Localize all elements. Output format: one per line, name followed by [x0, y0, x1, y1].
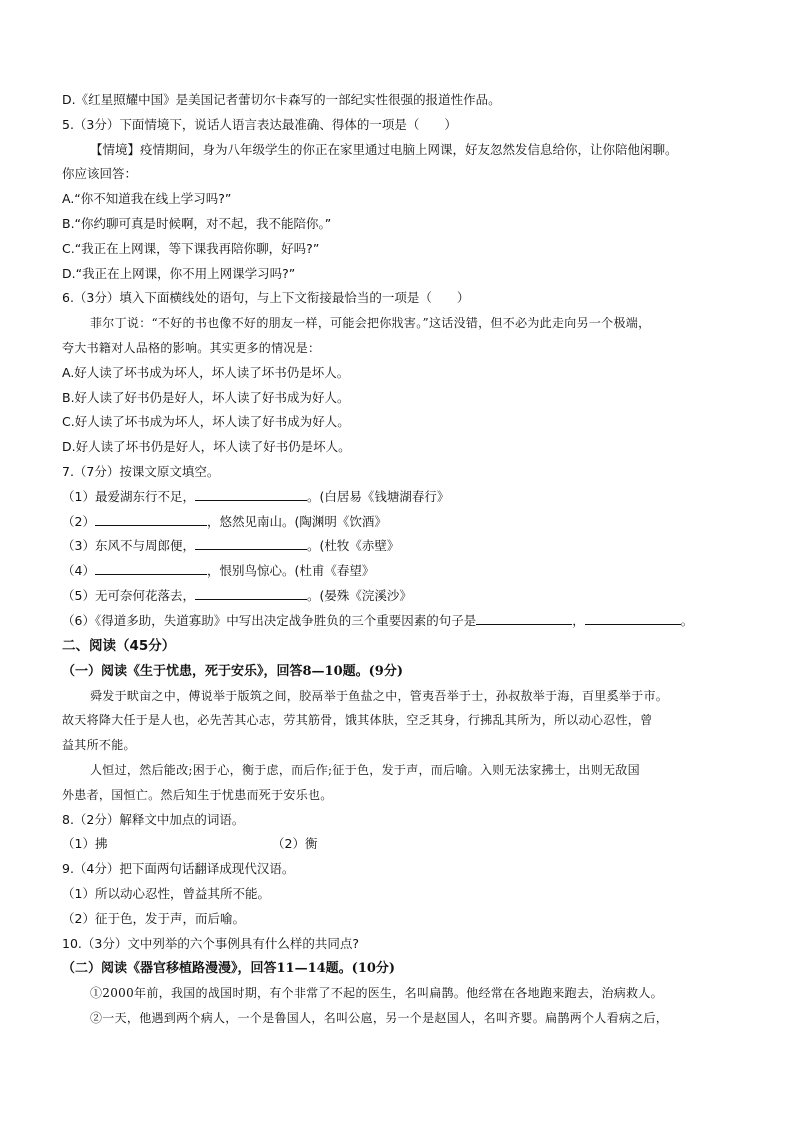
section-2-title: 二、阅读（45分）: [62, 637, 176, 654]
passage-1-line-1: 舜发于畎亩之中，傅说举于版筑之间，胶鬲举于鱼盐之中，管夷吾举于士，孙叔敖举于海，百里奚举于市。: [90, 688, 669, 703]
q7-6-period: 。: [680, 612, 694, 628]
q7-6-text: （6）《得道多助，失道寡助》中写出决定战争胜负的三个重要因素的句子是: [62, 612, 477, 628]
q5-answer-prompt: 你应该回答：: [62, 166, 138, 182]
passage-3-line-1: ①2000年前，我国的战国时期，有个非常了不起的医生，名叫扁鹊。他经常在各地跑来跑去，治病救人。: [90, 986, 663, 1001]
q8-item-2: （2）衡: [272, 836, 318, 852]
question-10: 10.（3分）文中列举的六个事例具有什么样的共同点?: [62, 935, 359, 951]
q8-items: [62, 832, 742, 857]
q7-2-blank[interactable]: [95, 511, 207, 526]
q7-1-text: （1）最爱湖东行不足，: [62, 488, 195, 504]
question-5: 5.（3分）下面情境下，说话人语言表达最准确、得体的一项是（ ）: [62, 116, 457, 132]
reading-1-title: （一）阅读《生于忧患，死于安乐》，回答8—10题。(9分): [62, 663, 403, 679]
q5-option-d: D.“我正在上网课，你不用上网课学习吗?”: [62, 265, 296, 281]
q6-option-c: C.好人读了坏书成为坏人，坏人读了好书成为好人。: [62, 414, 350, 430]
q5-option-c: C.“我正在上网课，等下课我再陪你聊，好吗?”: [62, 240, 320, 256]
q7-4-source: ，恨别鸟惊心。(杜甫《春望》: [206, 563, 375, 579]
q7-5-text: （5）无可奈何花落去，: [62, 587, 195, 603]
q7-1-source: 。(白居易《钱塘湖春行》: [306, 488, 450, 504]
question-8: 8.（2分）解释文中加点的词语。: [62, 811, 245, 827]
passage-1-line-3: 益其所不能。: [62, 738, 136, 753]
q8-item-1: （1）拂: [62, 836, 108, 852]
q5-option-b: B.“你约聊可真是时候啊，对不起，我不能陪你。”: [62, 215, 332, 231]
q7-5-blank[interactable]: [195, 585, 307, 600]
q6-passage-line-2: 夸大书籍对人品格的影响。其实更多的情况是：: [62, 340, 321, 355]
q7-3-blank[interactable]: [195, 535, 307, 550]
passage-2-line-1: 人恒过，然后能改;困于心，衡于虑，而后作;征于色，发于声，而后喻。入则无法家拂士，出则无敌国: [90, 762, 640, 777]
q7-4-text: （4）: [62, 563, 95, 579]
question-9: 9.（4分）把下面两句话翻译成现代汉语。: [62, 861, 295, 877]
reading-2-title: （二）阅读《器官移植路漫漫》，回答11—14题。(10分): [62, 961, 396, 977]
q7-6-comma: ，: [572, 612, 585, 628]
q7-item-3: [62, 534, 742, 559]
q7-3-source: 。(杜牧《赤壁》: [306, 538, 400, 554]
q7-1-blank[interactable]: [195, 486, 307, 501]
q7-6-blank-1[interactable]: [476, 610, 572, 625]
q7-2-source: ，悠然见南山。(陶渊明《饮酒》: [206, 513, 387, 529]
q7-3-text: （3）东风不与周郎便，: [62, 538, 195, 554]
q7-item-5: [62, 584, 742, 609]
q7-item-1: [62, 485, 742, 510]
q4-option-d: D.《红星照耀中国》是美国记者蕾切尔卡森写的一部纪实性很强的报道性作品。: [62, 92, 501, 107]
q6-option-d: D.好人读了坏书仍是好人，坏人读了好书仍是坏人。: [62, 439, 351, 455]
q6-passage-line-1: 菲尔丁说：“不好的书也像不好的朋友一样，可能会把你戕害。”这话没错，但不必为此走向另一个极端，: [90, 316, 651, 331]
q7-6-blank-2[interactable]: [585, 610, 681, 625]
q6-option-b: B.好人读了好书仍是好人，坏人读了好书成为好人。: [62, 389, 350, 405]
q9-item-2: （2）征于色，发于声，而后喻。: [62, 910, 245, 926]
q7-2-text: （2）: [62, 513, 95, 529]
q7-item-2: [62, 510, 742, 535]
q7-4-blank[interactable]: [95, 560, 207, 575]
q7-item-4: [62, 559, 742, 584]
q5-option-a: A.“你不知道我在线上学习吗?”: [62, 191, 232, 207]
passage-2-line-2: 外患者，国恒亡。然后知生于忧患而死于安乐也。: [62, 787, 333, 802]
q6-option-a: A.好人读了坏书成为坏人，坏人读了坏书仍是坏人。: [62, 364, 350, 380]
q7-5-source: 。(晏殊《浣溪沙》: [306, 587, 412, 603]
q5-situation: 【情境】疫情期间，身为八年级学生的你正在家里通过电脑上网课，好友忽然发信息给你，让你陪他闲聊。: [90, 141, 678, 157]
passage-3-line-2: ②一天，他遇到两个病人，一个是鲁国人，名叫公扈，另一个是赵国人，名叫齐婴。扁鹊两个人看病之后，: [90, 1011, 669, 1026]
question-6: 6.（3分）填入下面横线处的语句，与上下文衔接最恰当的一项是（ ）: [62, 290, 470, 306]
exam-page: [62, 88, 742, 1031]
q7-item-6: [62, 609, 742, 634]
q9-item-1: （1）所以动心忍性，曾益其所不能。: [62, 885, 270, 901]
question-7: 7.（7分）按课文原文填空。: [62, 463, 220, 479]
passage-1-line-2: 故天将降大任于是人也，必先苦其心志，劳其筋骨，饿其体肤，空乏其身，行拂乱其所为，所以动心忍性，曾: [62, 713, 653, 728]
